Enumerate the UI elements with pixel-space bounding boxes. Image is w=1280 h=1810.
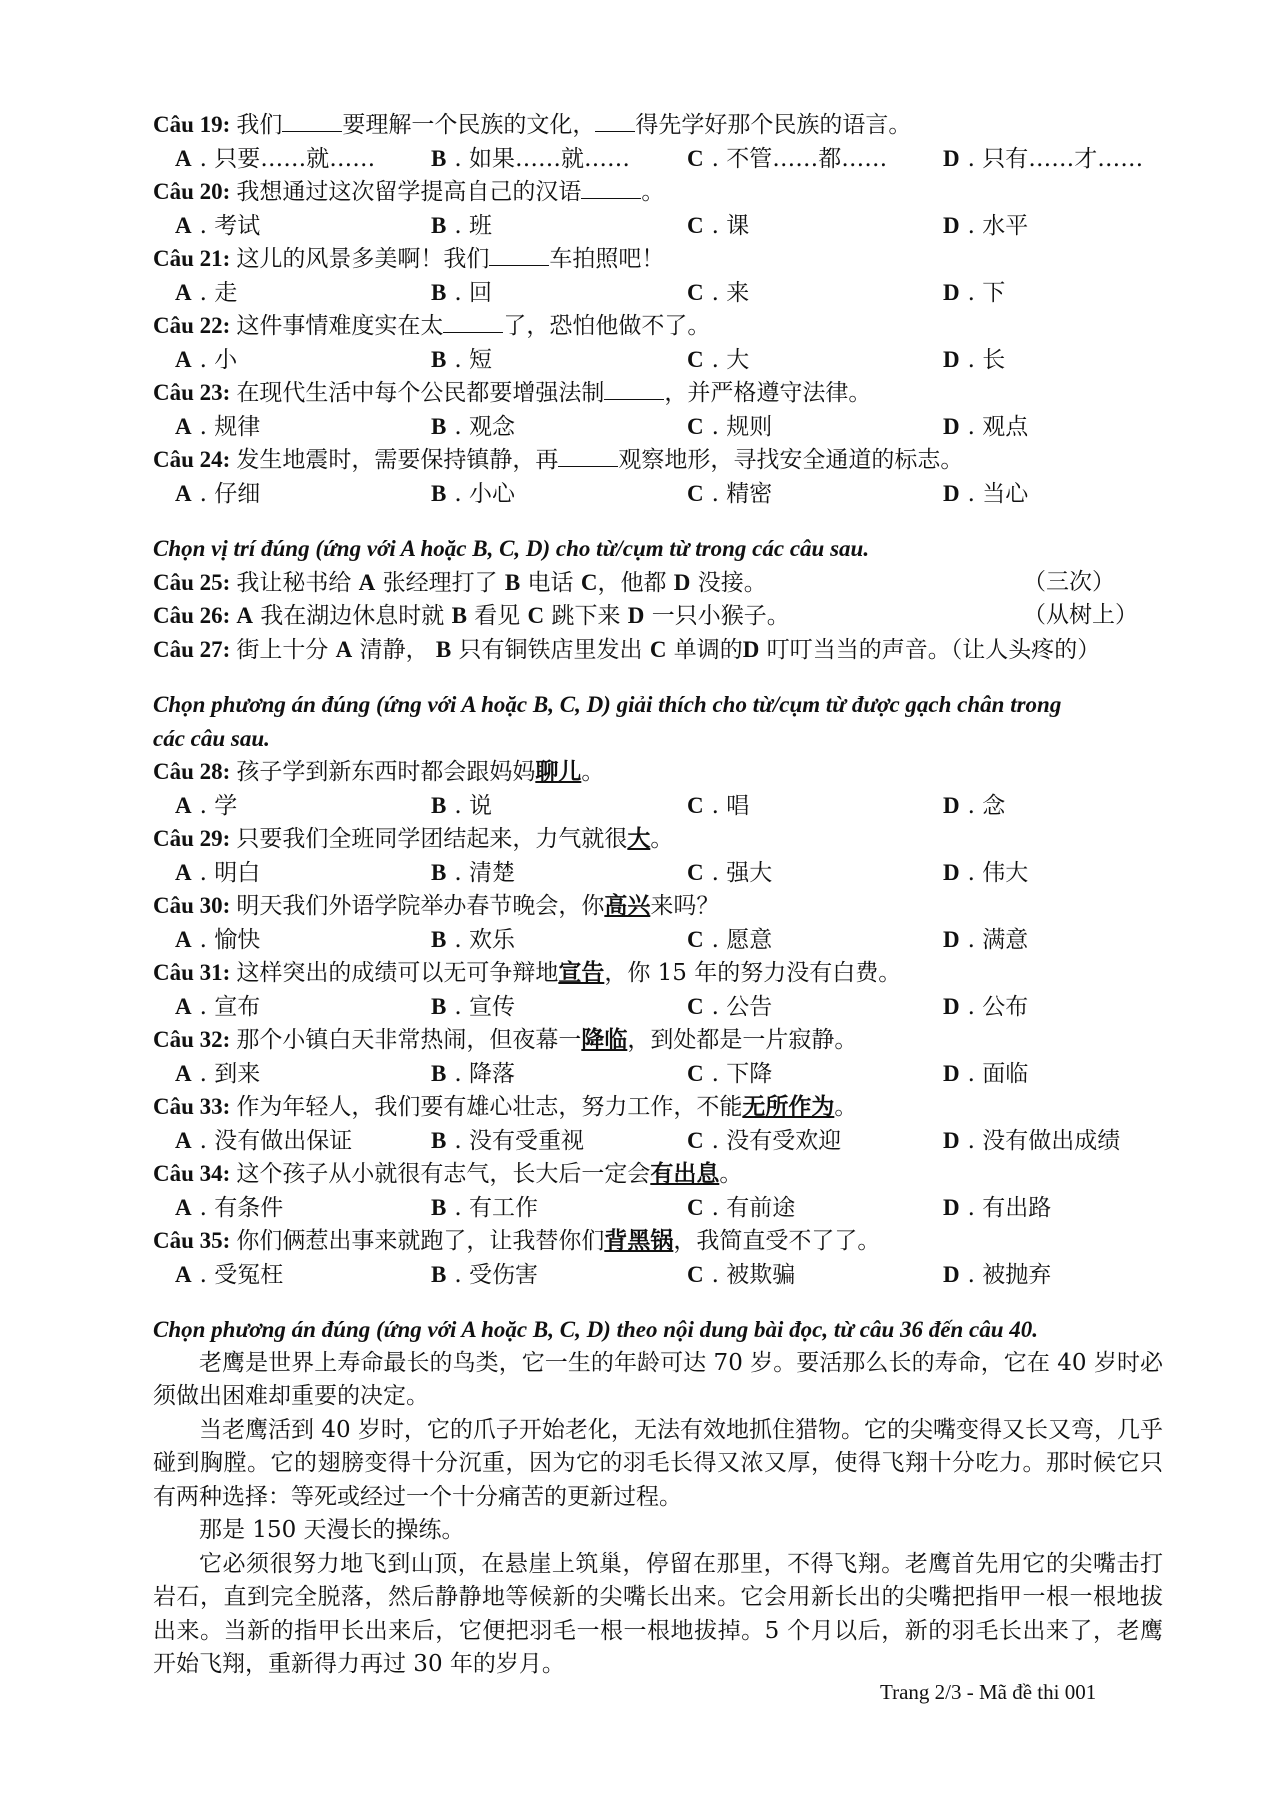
target-word: （让人头疼的） [950,636,1101,663]
option-a[interactable]: A . 仔细 [175,480,261,507]
page-footer: Trang 2/3 - Mã đề thi 001 [880,1680,1097,1704]
question-23: Câu 23: 在现代生活中每个公民都要增强法制 ，并严格遵守法律。 [153,376,1163,410]
option-b[interactable]: B . 没有受重视 [431,1127,584,1154]
option-d[interactable]: D . 公布 [943,993,1029,1020]
section-instruction: Chọn phương án đúng (ứng với A hoặc B, C, D) theo nội dung bài đọc, từ câu 36 đến câu 40. [153,1317,1039,1342]
option-d[interactable]: D . 有出路 [943,1194,1052,1221]
reading-passage [153,1347,1163,1682]
options-24 [153,477,1163,511]
question-31: Câu 31: 这样突出的成绩可以无可争辩地宣告，你 15 年的努力没有白费。 [153,959,902,986]
question-22: Câu 22: 这件事情难度实在太 了，恐怕他做不了。 [153,309,1163,343]
option-d[interactable]: D . 被抛弃 [943,1261,1052,1288]
option-d[interactable]: D . 下 [943,279,1006,306]
option-a[interactable]: A . 学 [175,792,238,819]
option-d[interactable]: D . 水平 [943,212,1029,239]
answer-blank [443,310,503,333]
option-a[interactable]: A . 规律 [175,413,261,440]
underlined-term: 有出息 [650,1160,720,1187]
option-c[interactable]: C . 被欺骗 [687,1261,796,1288]
option-b[interactable]: B . 清楚 [431,859,515,886]
underlined-term: 大 [627,825,651,852]
options-32 [153,1057,1163,1091]
options-30 [153,923,1163,957]
underlined-term: 无所作为 [742,1093,835,1120]
options-29 [153,856,1163,890]
section-instruction: Chọn phương án đúng (ứng với A hoặc B, C, D) giải thích cho từ/cụm từ được gạch chân trong [153,692,1062,717]
option-b[interactable]: B . 观念 [431,413,515,440]
option-d[interactable]: D . 伟大 [943,859,1029,886]
option-a[interactable]: A . 没有做出保证 [175,1127,353,1154]
option-b[interactable]: B . 回 [431,279,492,306]
option-a[interactable]: A . 到来 [175,1060,261,1087]
options-33 [153,1124,1163,1158]
option-d[interactable]: D . 当心 [943,480,1029,507]
question-29: Câu 29: 只要我们全班同学团结起来，力气就很大。 [153,825,674,852]
question-28: Câu 28: 孩子学到新东西时都会跟妈妈聊儿。 [153,758,605,785]
options-35 [153,1258,1163,1292]
option-a[interactable]: A . 明白 [175,859,261,886]
passage-paragraph: 当老鹰活到 40 岁时，它的爪子开始老化，无法有效地抓住猎物。它的尖嘴变得又长又弯，几乎碰到胸膛。它的翅膀变得十分沉重，因为它的羽毛长得又浓又厚，使得飞翔十分吃力。那时候它只有两种选择：等死或经过一个十分痛苦的更新过程。 [153,1416,1163,1510]
options-31 [153,990,1163,1024]
option-a[interactable]: A . 小 [175,346,238,373]
option-a[interactable]: A . 愉快 [175,926,261,953]
question-26: Câu 26: A 我在湖边休息时就 B 看见 C 跳下来 D 一只小猴子。 （从树上） [153,599,1163,633]
option-c[interactable]: C . 精密 [687,480,773,507]
option-c[interactable]: C . 下降 [687,1060,773,1087]
option-d[interactable]: D . 长 [943,346,1006,373]
option-b[interactable]: B . 如果……就…… [431,145,630,172]
option-b[interactable]: B . 小心 [431,480,515,507]
options-22 [153,343,1163,377]
question-32: Câu 32: 那个小镇白天非常热闹，但夜幕一降临，到处都是一片寂静。 [153,1026,858,1053]
section-position [153,532,1163,666]
option-d[interactable]: D . 观点 [943,413,1029,440]
option-b[interactable]: B . 班 [431,212,492,239]
options-21 [153,276,1163,310]
option-c[interactable]: C . 大 [687,346,750,373]
option-c[interactable]: C . 公告 [687,993,773,1020]
option-c[interactable]: C . 来 [687,279,750,306]
option-c[interactable]: C . 强大 [687,859,773,886]
section-instruction-cont: các câu sau. [153,725,270,751]
option-c[interactable]: C . 有前途 [687,1194,796,1221]
target-word: （三次） [1023,568,1115,595]
passage-paragraph: 老鹰是世界上寿命最长的鸟类，它一生的年龄可达 70 岁。要活那么长的寿命，它在 40 岁时必须做出困难却重要的决定。 [153,1349,1163,1409]
option-c[interactable]: C . 愿意 [687,926,773,953]
question-20: Câu 20: 我想通过这次留学提高自己的汉语 。 [153,175,1163,209]
underlined-term: 背黑锅 [604,1227,674,1254]
option-c[interactable]: C . 规则 [687,413,773,440]
options-19 [153,142,1163,176]
option-a[interactable]: A . 考试 [175,212,261,239]
option-b[interactable]: B . 短 [431,346,492,373]
option-c[interactable]: C . 课 [687,212,750,239]
options-34 [153,1191,1163,1225]
question-35: Câu 35: 你们俩惹出事来就跑了，让我替你们背黑锅，我简直受不了了。 [153,1227,881,1254]
question-24: Câu 24: 发生地震时，需要保持镇静，再 观察地形，寻找安全通道的标志。 [153,443,1163,477]
section-reading [153,1313,1163,1682]
question-19: Câu 19: 我们 要理解一个民族的文化， 得先学好那个民族的语言。 [153,108,1163,142]
section-instruction: Chọn vị trí đúng (ứng với A hoặc B, C, D) cho từ/cụm từ trong các câu sau. [153,536,870,561]
answer-blank [581,176,641,199]
section-meaning [153,688,1163,1291]
options-28 [153,789,1163,823]
underlined-term: 聊儿 [535,758,582,785]
answer-blank [282,109,342,132]
question-34: Câu 34: 这个孩子从小就很有志气，长大后一定会有出息。 [153,1160,743,1187]
answer-blank [489,243,549,266]
option-b[interactable]: B . 宣传 [431,993,515,1020]
option-c[interactable]: C . 唱 [687,792,750,819]
option-b[interactable]: B . 说 [431,792,492,819]
answer-blank [595,109,635,132]
option-a[interactable]: A . 有条件 [175,1194,284,1221]
options-20 [153,209,1163,243]
option-b[interactable]: B . 受伤害 [431,1261,538,1288]
target-word: （从树上） [1023,602,1138,628]
answer-blank [604,377,664,400]
question-25: Câu 25: 我让秘书给 A 张经理打了 B 电话 C，他都 D 没接。 （三次） [153,566,1163,600]
underlined-term: 宣告 [558,959,605,986]
question-30: Câu 30: 明天我们外语学院举办春节晚会，你高兴来吗？ [153,892,720,919]
options-23 [153,410,1163,444]
option-d[interactable]: D . 满意 [943,926,1029,953]
option-b[interactable]: B . 有工作 [431,1194,538,1221]
underlined-term: 降临 [581,1026,628,1053]
option-d[interactable]: D . 没有做出成绩 [943,1127,1121,1154]
question-21: Câu 21: 这儿的风景多美啊！我们 车拍照吧！ [153,242,1163,276]
option-b[interactable]: B . 欢乐 [431,926,515,953]
underlined-term: 高兴 [604,892,651,919]
option-a[interactable]: A . 走 [175,279,238,306]
option-d[interactable]: D . 面临 [943,1060,1029,1087]
section-fill-blank [153,108,1163,510]
option-a[interactable]: A . 宣布 [175,993,261,1020]
exam-page [153,108,1163,1682]
question-27: Câu 27: 街上十分 A 清静， B 只有铜铁店里发出 C 单调的D 叮叮当当的声音。（让人头疼的） [153,636,1101,663]
option-d[interactable]: D . 念 [943,792,1006,819]
question-list [153,755,1163,1291]
passage-paragraph: 它必须很努力地飞到山顶，在悬崖上筑巢，停留在那里，不得飞翔。老鹰首先用它的尖嘴击打岩石，直到完全脱落，然后静静地等候新的尖嘴长出来。它会用新长出的尖嘴把指甲一根一根地拔出来。当新的指甲长出来后，它便把羽毛一根一根地拔掉。5 个月以后，新的羽毛长出来了，老鹰开始飞翔，重新得力再过 30 年的岁月。 [153,1550,1163,1677]
option-c[interactable]: C . 不管……都…… [687,145,888,172]
option-a[interactable]: A . 只要……就…… [175,145,376,172]
question-33: Câu 33: 作为年轻人，我们要有雄心壮志，努力工作，不能无所作为。 [153,1093,858,1120]
answer-blank [558,444,618,467]
option-a[interactable]: A . 受冤枉 [175,1261,284,1288]
option-c[interactable]: C . 没有受欢迎 [687,1127,842,1154]
option-b[interactable]: B . 降落 [431,1060,515,1087]
option-d[interactable]: D . 只有……才…… [943,145,1144,172]
passage-paragraph: 那是 150 天漫长的操练。 [199,1517,465,1543]
